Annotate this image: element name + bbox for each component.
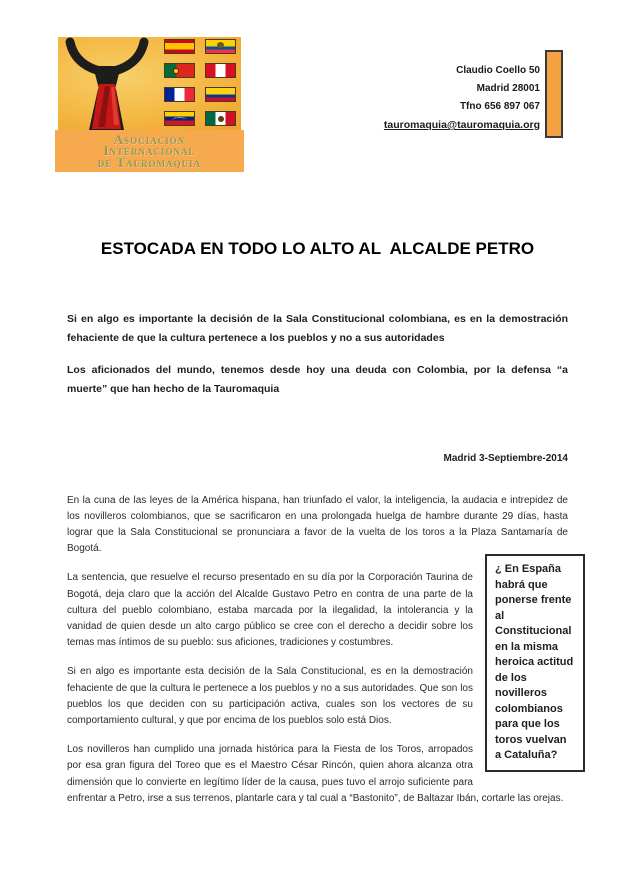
intro-section (67, 310, 568, 400)
association-logo (58, 37, 241, 172)
logo-artwork (58, 37, 241, 130)
contact-block (384, 62, 540, 135)
address-line-2: Madrid 28001 (476, 83, 540, 94)
mexico-flag-icon (205, 111, 236, 126)
intro-paragraph-2: Los aficionados del mundo, tenemos desde hoy una deuda con Colombia, por la defensa “a muerte” que han hecho de la Tauromaquia (67, 363, 568, 396)
body-paragraph-1: En la cuna de las leyes de la América hispana, han triunfado el valor, la inteligencia, la audacia e intrepidez de los novilleros colombianos, que se sacrificaron en una prolongada huelga de hambre durante 29 días, hasta lograr que la Sala Constitucional se pronunciara a favor de la vuelta de los toros a la Plaza Santamaría de Bogotá. (67, 494, 568, 555)
document-content (67, 237, 574, 820)
flags-grid (164, 39, 236, 126)
colombia-flag-icon (205, 87, 236, 102)
body-section (67, 493, 574, 807)
org-name-line3: de Tauromaquia (97, 154, 202, 170)
ecuador-flag-icon (205, 39, 236, 54)
body-paragraph-4: Los novilleros han cumplido una jornada histórica para la Fiesta de los Toros, arropados por esa gran figura del Toreo que es el Maestro César Rincón, quien ahora alcanza otra dimensión que lo convierte en legítimo líder de la causa, pues tuvo el arrojo suficiente para enfrentar a Petro, irse a sus terrenos, plantarle cara y tal cual a “Bastonito”, de Baltazar Ibán, cortarle las orejas. (67, 744, 564, 804)
body-paragraph-3: Si en algo es importante esta decisión de la Sala Constitucional, es en la demostración fehaciente de que la cultura le pertenece a los pueblos y no a sus autoridades. Que son los pueblos los que deciden con su participación activa, cuales son los vectores de su comportamiento cultural, y que por encima de los pueblos solo está Dios. (67, 666, 473, 727)
decorative-orange-bar (545, 50, 563, 138)
france-flag-icon (164, 87, 195, 102)
body-paragraph-2: La sentencia, que resuelve el recurso presentado en su día por la Corporación Taurina de Bogotá, deja claro que la acción del Alcalde Gustavo Petro en contra de una parte de la cultura del pueblo colombiano, estaba marcada por la ilegalidad, la intolerancia y la vanidad de quien desde un alto cargo público se cree con el derecho a decidir sobre los temas mas íntimos de su pueblo: sus aficiones, tradiciones y costumbres. (67, 572, 473, 649)
pullquote-box (485, 554, 585, 772)
dateline: Madrid 3-Septiembre-2014 (443, 452, 568, 464)
email-link[interactable]: tauromaquia@tauromaquia.org (383, 119, 540, 131)
intro-paragraph-1: Si en algo es importante la decisión de la Sala Constitucional colombiana, es en la demostración fehaciente de que la cultura pertenece a los pueblos y no a sus autoridades (67, 313, 568, 345)
phone-line: Tfno 656 897 067 (459, 101, 540, 112)
org-name-band (55, 130, 244, 172)
address-line-1: Claudio Coello 50 (456, 65, 540, 76)
peru-flag-icon (205, 63, 236, 78)
pullquote-text: ¿ En España habrá que ponerse frente al Constitucional en la misma heroica actitud de los novilleros colombianos para que los toros vuelvan a Cataluña? (495, 563, 574, 762)
org-name-line1: Asociación (113, 132, 186, 147)
bull-with-cape-icon (58, 35, 158, 134)
portugal-flag-icon (164, 63, 195, 78)
venezuela-flag-icon (164, 111, 195, 126)
spain-flag-icon (164, 39, 195, 54)
org-name-line2: Internacional (103, 143, 196, 159)
document-title: ESTOCADA EN TODO LO ALTO AL ALCALDE PETRO (100, 239, 535, 258)
